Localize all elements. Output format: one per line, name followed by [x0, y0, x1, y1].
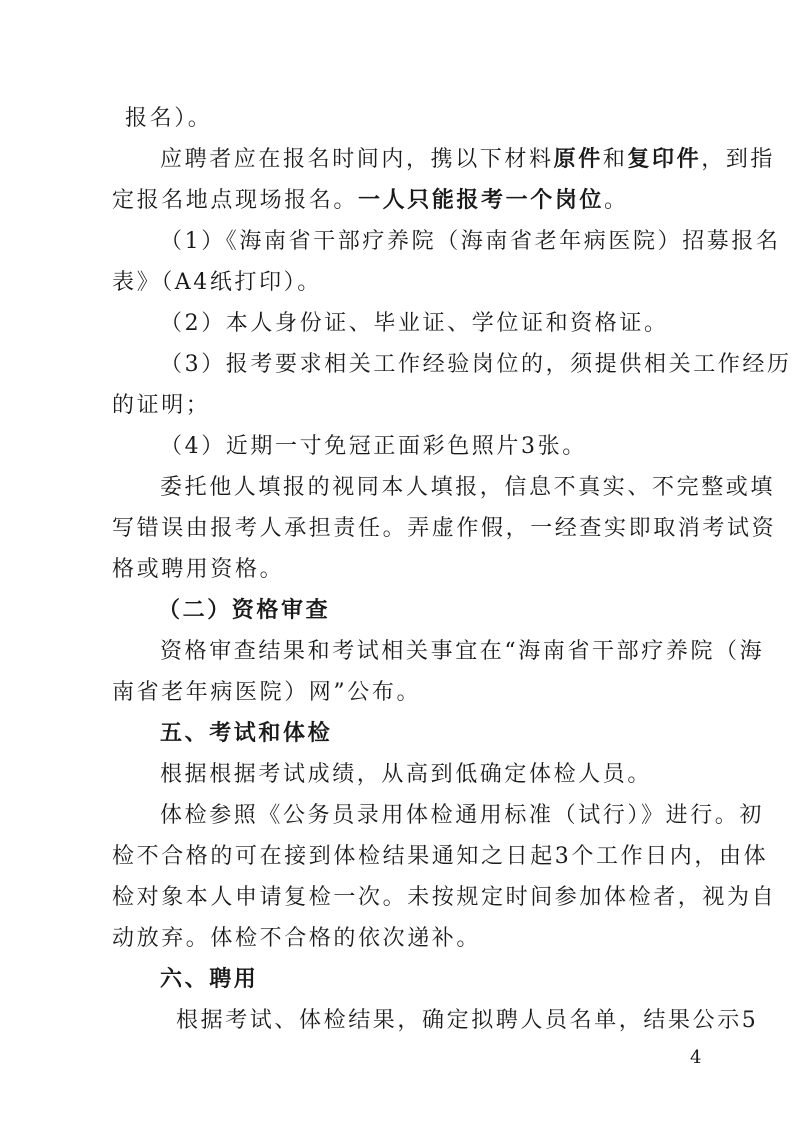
text-segment: （2）本人身份证、毕业证、学位证和资格证。	[160, 311, 669, 336]
text-segment: 格或聘用资格。	[112, 557, 285, 582]
text-line	[0, 796, 800, 836]
text-segment: 定报名地点现场报名。	[112, 188, 359, 213]
text-line	[0, 755, 800, 795]
text-segment: 的证明；	[112, 393, 211, 418]
text-line	[0, 181, 800, 221]
text-segment: 应聘者应在报名时间内，携以下材料	[160, 147, 554, 172]
text-segment: ，到指	[701, 147, 776, 172]
text-line	[0, 386, 800, 426]
text-segment: 写错误由报考人承担责任。弄虚作假，一经查实即取消考试资	[112, 516, 777, 541]
text-segment: 委托他人填报的视同本人填报，信息不真实、不完整或填	[160, 475, 776, 500]
text-segment: 检不合格的可在接到体检结果通知之日起3个工作日内，由体	[112, 844, 769, 869]
text-line	[0, 345, 800, 385]
section-heading	[0, 714, 800, 754]
text-line	[0, 304, 800, 344]
text-line	[0, 263, 800, 303]
text-line	[0, 427, 800, 467]
bold-text-segment: （二）资格审查	[158, 598, 331, 623]
text-segment: 。	[604, 188, 629, 213]
text-segment: 体检参照《公务员录用体检通用标准（试行）》进行。初	[160, 803, 765, 828]
text-segment: 和	[602, 147, 628, 172]
text-line	[0, 140, 800, 180]
text-segment: 检对象本人申请复检一次。未按规定时间参加体检者，视为自	[112, 885, 777, 910]
text-segment: 表》（A4纸打印）。	[112, 270, 322, 295]
text-segment: 根据根据考试成绩，从高到低确定体检人员。	[160, 762, 653, 787]
bold-text-segment: 六、聘用	[160, 967, 259, 992]
text-segment: 报名）。	[125, 106, 213, 131]
text-line	[0, 878, 800, 918]
text-line	[0, 550, 800, 590]
text-line	[0, 919, 800, 959]
bold-text-segment: 复印件	[627, 147, 702, 172]
text-segment: （4）近期一寸免冠正面彩色照片3张。	[160, 434, 587, 459]
text-line	[0, 632, 800, 672]
section-heading	[0, 960, 800, 1000]
bold-text-segment: 一人只能报考一个岗位	[358, 188, 605, 213]
text-line	[0, 1001, 800, 1041]
text-segment: （3）报考要求相关工作经验岗位的，须提供相关工作经历	[160, 352, 792, 377]
text-line	[0, 468, 800, 508]
section-heading	[0, 591, 800, 631]
text-segment: 资格审查结果和考试相关事宜在“海南省干部疗养院（海	[160, 639, 765, 664]
bold-text-segment: 五、考试和体检	[160, 721, 333, 746]
text-line	[0, 222, 800, 262]
text-line	[0, 673, 800, 713]
text-line	[0, 509, 800, 549]
text-segment: 根据考试、体检结果，确定拟聘人员名单，结果公示5	[176, 1008, 759, 1033]
text-line	[0, 837, 800, 877]
text-segment: （1）《海南省干部疗养院（海南省老年病医院）招募报名	[160, 229, 781, 254]
text-line	[0, 99, 800, 139]
text-segment: 南省老年病医院）网”公布。	[112, 680, 422, 705]
bold-text-segment: 原件	[553, 147, 603, 172]
page-number: 4	[690, 1047, 702, 1068]
text-segment: 动放弃。体检不合格的依次递补。	[112, 926, 482, 951]
